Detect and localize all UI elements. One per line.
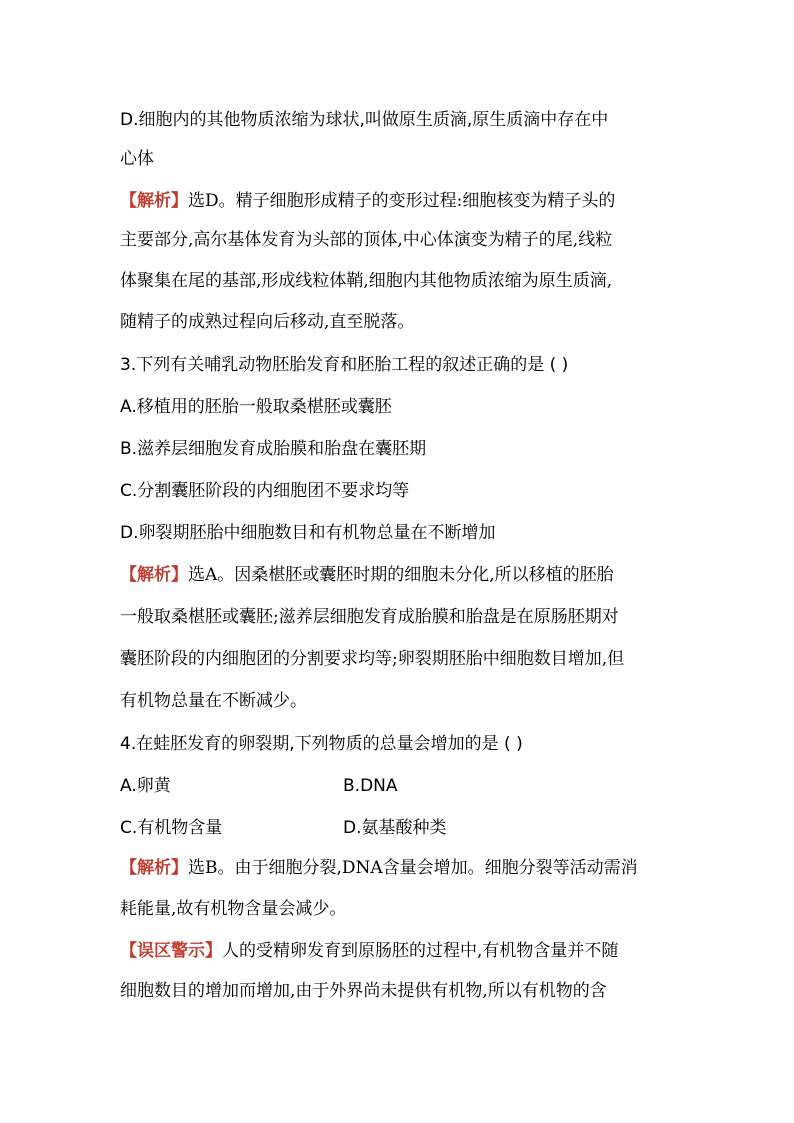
q4-warning-line2: 细胞数目的增加而增加,由于外界尚未提供有机物,所以有机物的含 — [120, 981, 607, 1001]
analysis-tag: 【解析】 — [120, 191, 188, 211]
analysis-tag: 【解析】 — [120, 565, 188, 585]
q3-option-a: A.移植用的胚胎一般取桑椹胚或囊胚 — [120, 397, 392, 417]
q4-stem: 4.在蛙胚发育的卵裂期,下列物质的总量会增加的是 ( ) — [120, 734, 523, 754]
warning-tag: 【误区警示】 — [120, 941, 222, 961]
q4-option-a: A.卵黄 — [120, 776, 171, 796]
q3-option-b: B.滋养层细胞发育成胎膜和胎盘在囊胚期 — [120, 439, 427, 459]
q4-option-c: C.有机物含量 — [120, 818, 223, 838]
q2-option-d-line1: D.细胞内的其他物质浓缩为球状,叫做原生质滴,原生质滴中存在中 — [120, 110, 609, 130]
q4-option-row-ab — [120, 775, 680, 797]
q3-analysis-line2: 一般取桑椹胚或囊胚;滋养层细胞发育成胎膜和胎盘是在原肠胚期对 — [120, 607, 619, 627]
warning-text: 人的受精卵发育到原肠胚的过程中,有机物含量并不随 — [222, 941, 619, 961]
analysis-text: 选A。因桑椹胚或囊胚时期的细胞未分化,所以移植的胚胎 — [188, 565, 614, 585]
q4-analysis-line1 — [120, 857, 680, 879]
q3-analysis-line3: 囊胚阶段的内细胞团的分割要求均等;卵裂期胚胎中细胞数目增加,但 — [120, 649, 625, 669]
q2-option-d-line2: 心体 — [120, 149, 154, 169]
analysis-text: 选D。精子细胞形成精子的变形过程:细胞核变为精子头的 — [188, 191, 616, 211]
q2-analysis-line3: 体聚集在尾的基部,形成线粒体鞘,细胞内其他物质浓缩为原生质滴, — [120, 271, 613, 291]
analysis-text: 选B。由于细胞分裂,DNA含量会增加。细胞分裂等活动需消 — [188, 858, 638, 878]
q3-stem: 3.下列有关哺乳动物胚胎发育和胚胎工程的叙述正确的是 ( ) — [120, 355, 569, 375]
q4-option-row-cd — [120, 817, 680, 839]
q4-option-d: D.氨基酸种类 — [343, 818, 447, 838]
q4-warning-line1 — [120, 940, 680, 962]
q3-option-c: C.分割囊胚阶段的内细胞团不要求均等 — [120, 481, 410, 501]
q2-analysis-line2: 主要部分,高尔基体发育为头部的顶体,中心体演变为精子的尾,线粒 — [120, 230, 613, 250]
q4-option-b: B.DNA — [343, 776, 398, 796]
q3-analysis-line1 — [120, 564, 680, 586]
q2-analysis-line4: 随精子的成熟过程向后移动,直至脱落。 — [120, 312, 415, 332]
analysis-tag: 【解析】 — [120, 858, 188, 878]
q3-analysis-line4: 有机物总量在不断减少。 — [120, 691, 307, 711]
q4-analysis-line2: 耗能量,故有机物含量会减少。 — [120, 899, 347, 919]
q2-analysis-line1 — [120, 190, 680, 212]
q3-option-d: D.卵裂期胚胎中细胞数目和有机物总量在不断增加 — [120, 523, 496, 543]
